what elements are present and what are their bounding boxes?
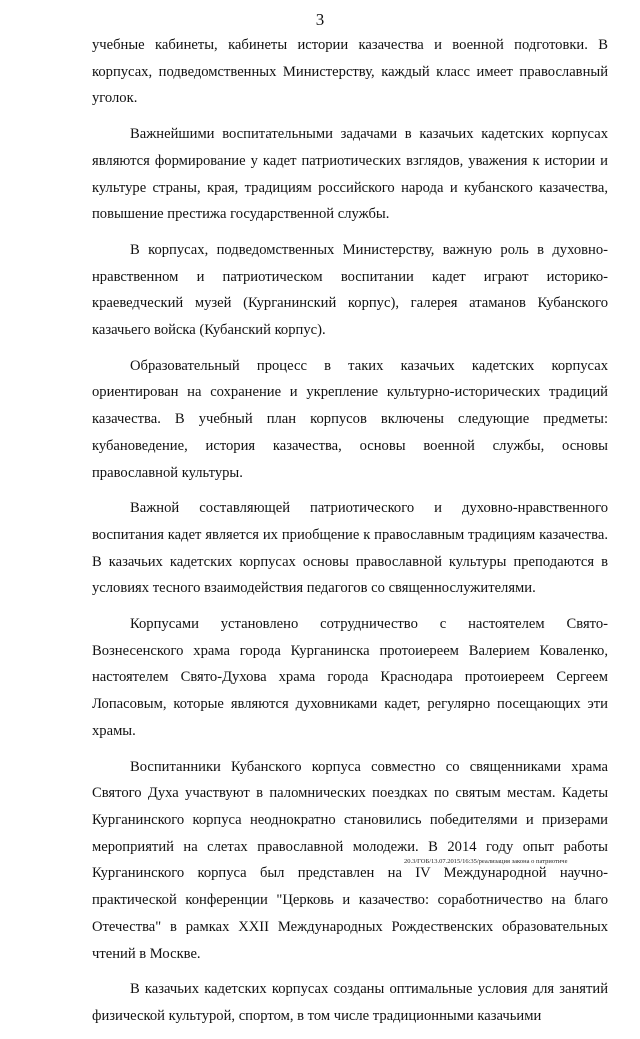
paragraph: Важной составляющей патриотического и духовно-нравственного воспитания кадет является их приобщение к православным традициям казачества. В казачьих кадетских корпусах основы православной культуры преподаются в условиях тесного взаимодействия педагогов со священнослужителями. — [92, 500, 608, 597]
paragraph-continued: учебные кабинеты, кабинеты истории казачества и военной подготовки. В корпусах, подведомственных Министерству, каждый класс имеет православный уголок. — [92, 37, 608, 107]
paragraph-truncated: В казачьих кадетских корпусах созданы оптимальные условия для занятий физической культурой, спортом, в том числе традиционными казачьими — [92, 981, 608, 1024]
document-body — [92, 32, 608, 1039]
paragraph: Образовательный процесс в таких казачьих кадетских корпусах ориентирован на сохранение и укрепление культурно-исторических традиций казачества. В учебный план корпусов включены следующие предметы: кубановедение, история казачества, основы военной службы, основы православной культуры. — [92, 357, 608, 481]
paragraph: Корпусами установлено сотрудничество с настоятелем Свято-Вознесенского храма города Курганинска протоиереем Валерием Коваленко, настоятелем Свято-Духова храма города Краснодара протоиереем Сергеем Лопасовым, которые являются духовниками кадет, регулярно посещающих эти храмы. — [92, 616, 608, 739]
paragraph: Воспитанники Кубанского корпуса совместно со священниками храма Святого Духа участвуют в паломнических поездках по святым местам. Кадеты Курганинского корпуса неоднократно становились победителями и призерами мероприятий на слетах православной молодежи. В 2014 году опыт работы Курганинского корпуса был представлен на IV Международной научно-практической конференции "Церковь и казачество: соработничество на благо Отечества" в рамках XXII Международных Рождественских образовательных чтений в Москве. — [92, 758, 608, 962]
page-number: 3 — [315, 10, 325, 29]
paragraph: Важнейшими воспитательными задачами в казачьих кадетских корпусах являются формирование у кадет патриотических взглядов, уважения к истории и культуре страны, края, традициям российского народа и кубанского казачества, повышение престижа государственной службы. — [92, 126, 608, 223]
paragraph: В корпусах, подведомственных Министерству, важную роль в духовно-нравственном и патриотическом воспитании кадет играют историко-краеведческий музей (Курганинский корпус), галерея атаманов Кубанского казачьего войска (Кубанский корпус). — [92, 241, 608, 339]
footer-document-code: 20.3/ГОБ/13.07.2015/16:35/реализация закона о патриотиче — [404, 858, 568, 865]
